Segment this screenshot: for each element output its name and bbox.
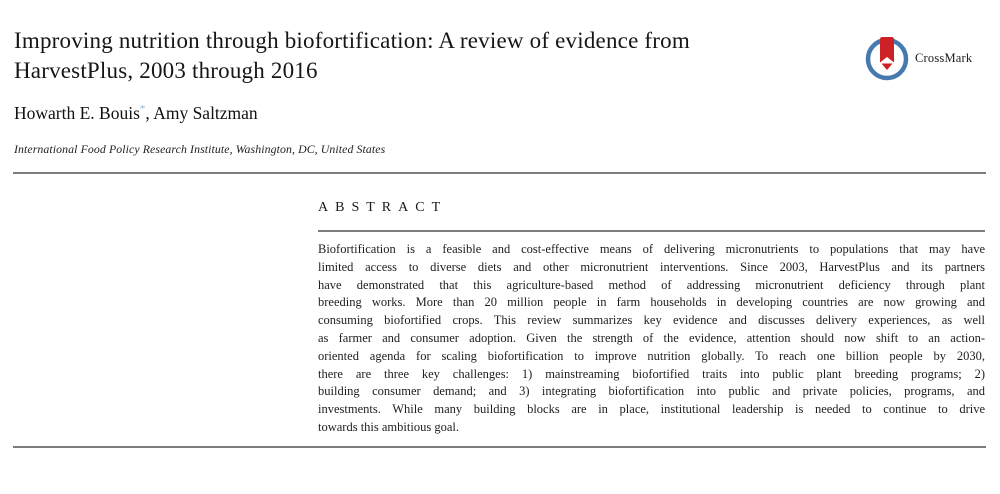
abstract-line: breeding works. More than 20 million people in farm households in developing countries are now growing and: [318, 295, 985, 310]
abstract-line: there are three key challenges: 1) mainstreaming biofortified traits into public plant breeding programs; 2): [318, 366, 985, 381]
abstract-line: investments. While many building blocks are in place, institutional leadership is needed to continue to drive: [318, 402, 985, 417]
abstract-line: towards this ambitious goal.: [318, 419, 459, 434]
article-title-line-1: Improving nutrition through biofortification: A review of evidence from: [14, 28, 690, 53]
affiliation: International Food Policy Research Institute, Washington, DC, United States: [14, 142, 386, 156]
author-name-2: , Amy Saltzman: [145, 103, 258, 123]
crossmark-badge[interactable]: [864, 33, 986, 83]
abstract-heading: ABSTRACT: [318, 200, 448, 215]
author-name-1: Howarth E. Bouis: [14, 103, 140, 123]
top-divider: [13, 172, 986, 174]
article-title: [14, 26, 854, 86]
abstract-line: consuming biofortified crops. This review summarizes key evidence and discusses delivery experiences, as well: [318, 313, 985, 328]
abstract-text: [318, 241, 985, 437]
abstract-line: have demonstrated that this agriculture-based method of addressing micronutrient deficiency through plant: [318, 277, 985, 292]
abstract-line: as farmer and consumer adoption. Given the strength of the evidence, attention should now shift to an action-: [318, 330, 985, 345]
abstract-divider: [318, 230, 985, 232]
crossmark-icon: [864, 34, 910, 82]
abstract-line: oriented agenda for scaling biofortification to improve nutrition globally. To reach one billion people by 2030,: [318, 348, 985, 363]
article-title-line-2: HarvestPlus, 2003 through 2016: [14, 58, 318, 83]
bottom-divider: [13, 446, 986, 448]
crossmark-label: CrossMark: [915, 50, 973, 65]
abstract-line: building consumer demand; and 3) integrating biofortification into public and private policies, programs, and: [318, 384, 985, 399]
abstract-line: Biofortification is a feasible and cost-effective means of delivering micronutrients to populations that may have: [318, 242, 985, 256]
abstract-line: limited access to diverse diets and other micronutrient interventions. Since 2003, HarvestPlus and its partners: [318, 259, 985, 274]
author-line: [14, 103, 258, 124]
corresponding-author-mark[interactable]: *: [139, 103, 146, 116]
